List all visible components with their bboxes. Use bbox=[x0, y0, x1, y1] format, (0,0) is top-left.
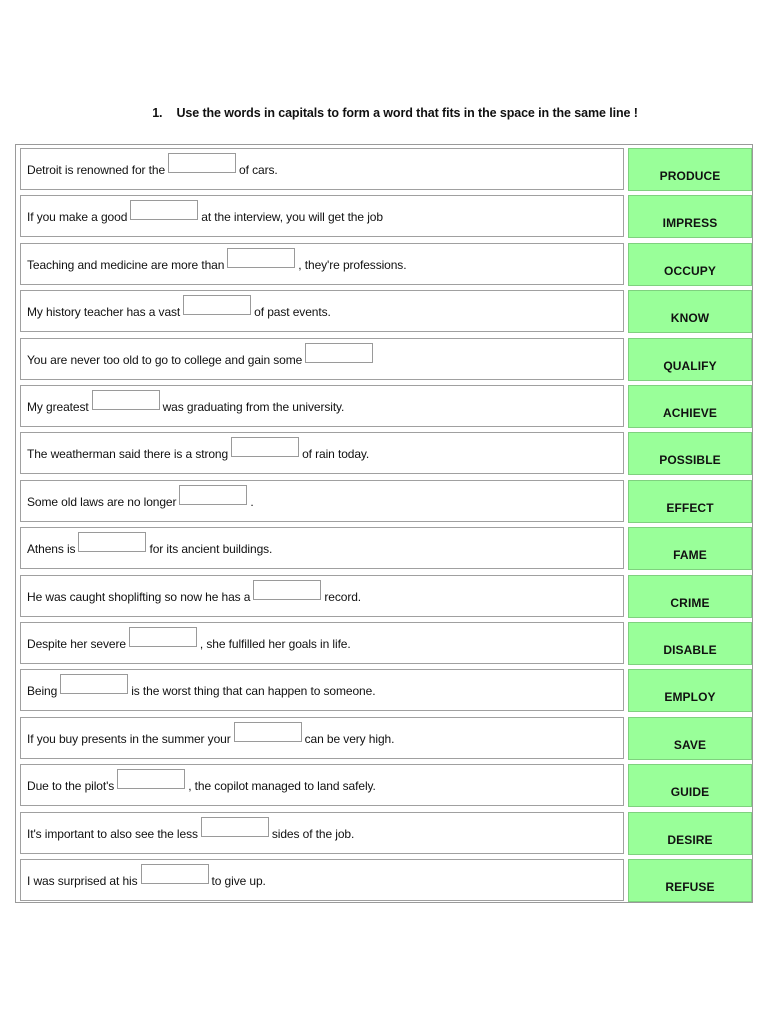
base-word-cell bbox=[628, 575, 752, 618]
base-word: SAVE bbox=[673, 737, 707, 752]
base-word: DESIRE bbox=[667, 832, 713, 847]
answer-input[interactable] bbox=[117, 769, 185, 789]
sentence-before-text: The weatherman said there is a strong bbox=[27, 447, 229, 462]
sentence-cell bbox=[20, 812, 624, 854]
base-word: FAME bbox=[673, 548, 707, 563]
exercise-row bbox=[20, 432, 752, 475]
sentence-cell bbox=[20, 338, 624, 380]
base-word: ACHIEVE bbox=[662, 406, 718, 420]
sentence-before-text: Due to the pilot's bbox=[27, 779, 115, 794]
instruction-text: Use the words in capitals to form a word that fits in the space in the same line ! bbox=[176, 106, 638, 120]
sentence-before-text: My history teacher has a vast bbox=[27, 305, 181, 320]
answer-input[interactable] bbox=[183, 295, 251, 315]
exercise-row bbox=[20, 575, 752, 618]
sentence-before-text: Athens is bbox=[27, 542, 76, 557]
base-word: EMPLOY bbox=[664, 690, 716, 705]
sentence-cell bbox=[20, 575, 624, 617]
sentence-after-text: of cars. bbox=[239, 163, 278, 177]
answer-input[interactable] bbox=[305, 343, 373, 363]
base-word: EFFECT bbox=[666, 500, 714, 515]
exercise-instruction bbox=[0, 106, 768, 120]
sentence-after-text: record. bbox=[324, 589, 362, 604]
exercise-row bbox=[20, 338, 752, 381]
base-word-cell bbox=[628, 669, 752, 712]
base-word: PRODUCE bbox=[659, 169, 721, 183]
exercise-row bbox=[20, 812, 752, 855]
answer-input[interactable] bbox=[231, 437, 299, 457]
exercise-row bbox=[20, 385, 752, 428]
base-word-cell bbox=[628, 148, 752, 191]
sentence-cell bbox=[20, 717, 624, 759]
base-word-cell bbox=[628, 243, 752, 286]
sentence-after-text: , they're professions. bbox=[298, 257, 407, 272]
sentence-after-text: of rain today. bbox=[302, 447, 370, 462]
answer-input[interactable] bbox=[234, 722, 302, 742]
exercise-row bbox=[20, 243, 752, 286]
base-word: POSSIBLE bbox=[659, 453, 721, 468]
answer-input[interactable] bbox=[179, 485, 247, 505]
exercise-table bbox=[15, 144, 753, 903]
sentence-cell bbox=[20, 622, 624, 664]
sentence-before-text: I was surprised at his bbox=[27, 874, 138, 888]
exercise-row bbox=[20, 669, 752, 712]
sentence-cell bbox=[20, 859, 624, 901]
sentence-after-text: of past events. bbox=[254, 305, 331, 320]
base-word-cell bbox=[628, 338, 752, 381]
base-word-cell bbox=[628, 622, 752, 665]
sentence-after-text: for its ancient buildings. bbox=[149, 542, 273, 557]
exercise-row bbox=[20, 717, 752, 760]
sentence-after-text: was graduating from the university. bbox=[162, 400, 345, 414]
base-word-cell bbox=[628, 290, 752, 333]
sentence-before-text: Teaching and medicine are more than bbox=[27, 257, 225, 272]
sentence-cell bbox=[20, 764, 624, 806]
answer-input[interactable] bbox=[141, 864, 209, 884]
base-word: CRIME bbox=[670, 595, 710, 610]
answer-input[interactable] bbox=[253, 580, 321, 600]
base-word: IMPRESS bbox=[662, 216, 718, 231]
answer-input[interactable] bbox=[92, 390, 160, 410]
exercise-row bbox=[20, 764, 752, 807]
sentence-cell bbox=[20, 669, 624, 711]
base-word: GUIDE bbox=[670, 785, 710, 800]
sentence-cell bbox=[20, 385, 624, 427]
exercise-row bbox=[20, 480, 752, 523]
base-word-cell bbox=[628, 764, 752, 807]
sentence-cell bbox=[20, 527, 624, 569]
sentence-cell bbox=[20, 480, 624, 522]
sentence-before-text: Detroit is renowned for the bbox=[27, 163, 166, 177]
exercise-row bbox=[20, 290, 752, 333]
base-word-cell bbox=[628, 432, 752, 475]
sentence-after-text: , the copilot managed to land safely. bbox=[188, 779, 376, 794]
base-word-cell bbox=[628, 195, 752, 238]
base-word-cell bbox=[628, 527, 752, 570]
base-word-cell bbox=[628, 480, 752, 523]
base-word: QUALIFY bbox=[663, 358, 717, 373]
sentence-after-text: is the worst thing that can happen to someone. bbox=[131, 684, 376, 699]
sentence-before-text: My greatest bbox=[27, 400, 89, 414]
sentence-after-text: at the interview, you will get the job bbox=[201, 210, 383, 225]
sentence-after-text: , she fulfilled her goals in life. bbox=[199, 637, 351, 651]
sentence-cell bbox=[20, 432, 624, 474]
base-word: REFUSE bbox=[665, 880, 715, 894]
answer-input[interactable] bbox=[201, 817, 269, 837]
sentence-before-text: If you make a good bbox=[27, 210, 128, 225]
exercise-row bbox=[20, 527, 752, 570]
base-word-cell bbox=[628, 385, 752, 428]
base-word-cell bbox=[628, 812, 752, 855]
exercise-row bbox=[20, 195, 752, 238]
base-word: OCCUPY bbox=[664, 263, 716, 278]
base-word: DISABLE bbox=[663, 643, 717, 657]
base-word-cell bbox=[628, 859, 752, 902]
sentence-before-text: It's important to also see the less bbox=[27, 826, 198, 841]
answer-input[interactable] bbox=[129, 627, 197, 647]
sentence-before-text: Being bbox=[27, 684, 58, 699]
sentence-cell bbox=[20, 243, 624, 285]
exercise-row bbox=[20, 859, 752, 902]
answer-input[interactable] bbox=[130, 200, 198, 220]
sentence-cell bbox=[20, 148, 624, 190]
sentence-before-text: He was caught shoplifting so now he has a bbox=[27, 589, 251, 604]
sentence-after-text: can be very high. bbox=[304, 731, 395, 746]
sentence-before-text: Despite her severe bbox=[27, 637, 126, 651]
answer-input[interactable] bbox=[168, 153, 236, 173]
base-word-cell bbox=[628, 717, 752, 760]
answer-input[interactable] bbox=[78, 532, 146, 552]
sentence-cell bbox=[20, 290, 624, 332]
sentence-before-text: If you buy presents in the summer your bbox=[27, 731, 231, 746]
sentence-after-text: sides of the job. bbox=[271, 826, 355, 841]
base-word: KNOW bbox=[670, 311, 710, 326]
exercise-row bbox=[20, 148, 752, 191]
exercise-number: 1. bbox=[152, 106, 163, 120]
answer-input[interactable] bbox=[227, 248, 295, 268]
sentence-after-text: . bbox=[250, 494, 254, 509]
sentence-after-text: to give up. bbox=[211, 874, 266, 888]
exercise-row bbox=[20, 622, 752, 665]
sentence-before-text: Some old laws are no longer bbox=[27, 494, 177, 509]
sentence-cell bbox=[20, 195, 624, 237]
sentence-before-text: You are never too old to go to college and gain some bbox=[27, 352, 303, 367]
answer-input[interactable] bbox=[60, 674, 128, 694]
